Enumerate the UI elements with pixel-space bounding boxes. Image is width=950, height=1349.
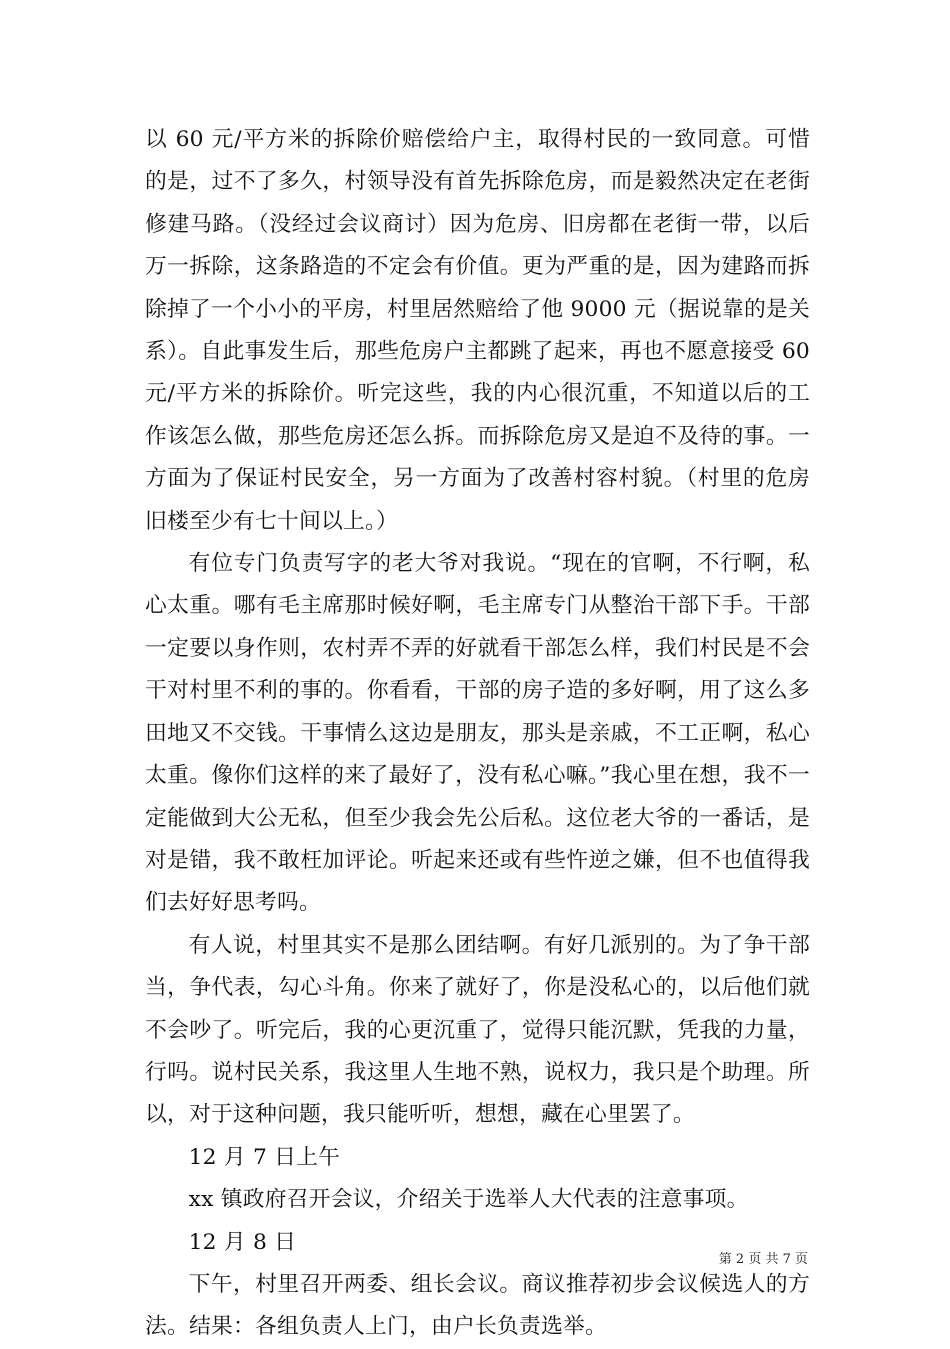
paragraph: 以 60 元/平方米的拆除价赔偿给户主，取得村民的一致同意。可惜的是，过不了多久，村领导没有首先拆除危房，而是毅然决定在老街修建马路。（没经过会议商讨）因为危房、旧房都在老街一带，以后万一拆除，这条路造的不定会有价值。更为严重的是，因为建路而拆除掉了一个小小的平房，村里居然赔给了他 9000 元（据说靠的是关系）。自此事发生后，那些危房户主都跳了起来，再也不愿意接受 60 元/平方米的拆除价。听完这些，我的内心很沉重，不知道以后的工作该怎么做，那些危房还怎么拆。而拆除危房又是迫不及待的事。一方面为了保证村民安全，另一方面为了改善村容村貌。（村里的危房旧楼至少有七十间以上。） [145, 127, 810, 534]
paragraph: 有人说，村里其实不是那么团结啊。有好几派别的。为了争干部当，争代表，勾心斗角。你来了就好了，你是没私心的，以后他们就不会吵了。听完后，我的心更沉重了，觉得只能沉默，凭我的力量，行吗。说村民关系，我这里人生地不熟，说权力，我只是个助理。所以，对于这种问题，我只能听听，想想，藏在心里罢了。 [145, 932, 810, 1128]
document-body [145, 119, 810, 1349]
paragraph: 下午，村里召开两委、组长会议。商议推荐初步会议候选人的方法。结果：各组负责人上门，由户长负责选举。 [145, 1271, 810, 1340]
date-heading: 12 月 7 日上午 [188, 1144, 341, 1170]
date-heading: 12 月 8 日 [188, 1229, 297, 1255]
page-number: 第 2 页 共 7 页 [718, 1252, 808, 1267]
paragraph: 有位专门负责写字的老大爷对我说。“现在的官啊，不行啊，私心太重。哪有毛主席那时候好啊，毛主席专门从整治干部下手。干部一定要以身作则，农村弄不弄的好就看干部怎么样，我们村民是不会干对村里不利的事的。你看看，干部的房子造的多好啊，用了这么多田地又不交钱。干事情么这边是朋友，那头是亲戚，不工正啊，私心太重。像你们这样的来了最好了，没有私心嘛。”我心里在想，我不一定能做到大公无私，但至少我会先公后私。这位老大爷的一番话，是对是错，我不敢枉加评论。听起来还或有些忤逆之嫌，但不也值得我们去好好思考吗。 [145, 551, 810, 916]
paragraph: xx 镇政府召开会议，介绍关于选举人大代表的注意事项。 [188, 1187, 749, 1213]
